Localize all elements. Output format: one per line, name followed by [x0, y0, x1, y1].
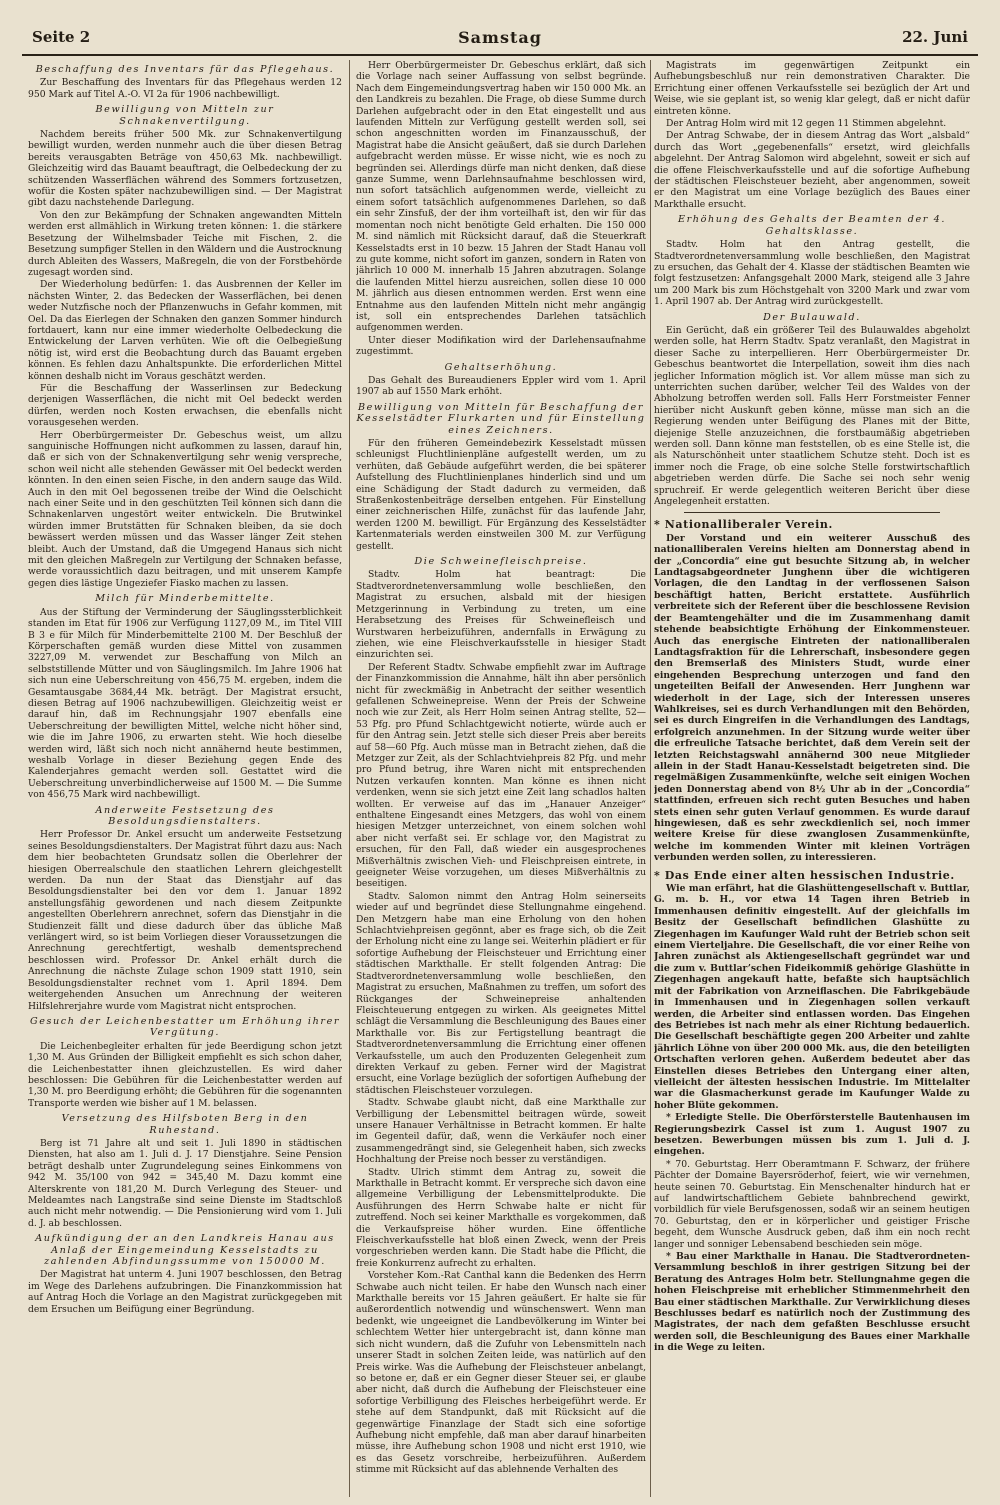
section-heading: Gehaltserhöhung. [444, 361, 558, 373]
column-rule [650, 60, 651, 1497]
paragraph: Magistrats im gegenwärtigen Zeitpunkt ein Aufhebungsbeschluß nur rein demonstrativen Charakter. Die Errichtung einer offenen Verkaufsstelle sei bezüglich der Art und Weise, wie sie geplant ist, so wenig klar gelegt, daß er nicht dafür eintreten könne. [654, 60, 970, 117]
paragraph: Ein Gerücht, daß ein größerer Teil des Bulauwaldes abgeholzt werden solle, hat Herrn Stadtv. Spatz veranlaßt, den Magistrat in dieser Sache zu interpellieren. Herr Oberbürgermeister Dr. Gebeschus beantwortet die Interpellation, soweit ihm dies nach jeglicher Information möglich ist. Vor allem müsse man sich zu unterrichten suchen darüber, welcher Teil des Waldes von der Abholzung betroffen werden soll. Falls Herr Forstmeister Fenner hierüber nicht Auskunft geben könne, müsse man sich an die Regierung wenden unter Beifügung des Planes mit der Bitte, diejenige Stelle anzuzeichnen, die forstbaumäßig abgetrieben werden soll. Dann könne man feststellen, ob es eine Stelle ist, die als Naturschönheit unter staatlichem Schutze steht. Doch ist es immer noch die Frage, ob eine solche Stelle forstwirtschaftlich abgetrieben werden dürfe. Die Sache sei noch sehr wenig spruchreif. Er werde gelegentlich weiteren Bericht über diese Angelegenheit erstatten. [654, 324, 970, 508]
section-heading: Die Schweinefleischpreise. [414, 556, 588, 568]
paragraph: Wie man erfährt, hat die Glashüttengesellschaft v. Buttlar, G. m. b. H., vor etwa 14 Tagen ihren Betrieb in Immenhausen definitiv eingestellt. Auf der gleichfalls im Besitz der Gesellschaft befindlichen Glashütte zu Ziegenhagen im Kaufunger Wald ruht der Betrieb schon seit einem Vierteljahre. Die Gesellschaft, die vor einer Reihe von Jahren zunächst als Aktiengesellschaft gegründet war und die zum v. Buttlar’schen Fideikommiß gehörige Glashütte in Ziegenhagen angekauft hatte, befaßte sich hauptsächlich mit der Fabrikation von Arzneiflaschen. Die Fabrikgebäude in Immenhausen und in Ziegenhagen sollen verkauft werden, die Arbeiter sind entlassen worden. Das Eingehen des Betriebes ist nach mehr als einer Richtung bedauerlich. Die Gesellschaft beschäftigte gegen 200 Arbeiter und zahlte jährlich Löhne von über 200 000 Mk. aus, die den beteiligten Ortschaften verloren gehen. Außerdem bedeutet aber das Einstellen dieses Betriebes den Untergang einer alten, vielleicht der ältesten hessischen Industrie. Im Mittelalter war die Glasmacherkunst gerade im Kaufunger Walde zu hoher Blüte gekommen. [654, 883, 970, 1111]
column-1 [28, 60, 342, 1497]
paragraph: Der Wiederholung bedürfen: 1. das Ausbrennen der Keller im nächsten Winter, 2. das Bedecken der Wasserflächen, bei denen weder Nutzfische noch der Pflanzenwuchs in Gefahr kommen, mit Oel. Da das Eierlegen der Schnaken den ganzen Sommer hindurch fortdauert, kann nur eine immer wiederholte Oelbedeckung die Entwickelung der Larven verhüten. Wie oft die Oelbegießung nötig ist, wird erst die Beobachtung durch das Bauamt ergeben können. Es fehlen dazu Anhaltspunkte. Die erforderlichen Mittel können deshalb nicht im Voraus geschätzt werden. [28, 279, 342, 382]
paragraph: Unter dieser Modifikation wird der Darlehensaufnahme zugestimmt. [356, 334, 646, 358]
paragraph: Für den früheren Gemeindebezirk Kesselstadt müssen schleunigst Fluchtlinienpläne aufgestellt werden, um zu verhüten, daß Gebäude aufgeführt werden, die bei späterer Aufstellung des Fluchtlinienplanes hinderlich sind und um eine Schädigung der Stadt dadurch zu vermeiden, daß Straßenkostenbeiträge derselben entgehen. Für Einstellung einer zeichnerischen Hilfe, zunächst für das laufende Jahr, werden 1200 M. bewilligt. Für Ergänzung des Kesselstädter Kartenmaterials werden einstweilen 300 M. zur Verfügung gestellt. [356, 438, 646, 552]
section-heading: Bewilligung von Mitteln zur Schnakenvertilgung. [95, 104, 275, 127]
paragraph: Stadtv. Holm hat den Antrag gestellt, die Stadtverordnetenversammlung wolle beschließen, den Magistrat zu ersuchen, das Gehalt der 4. Klasse der städtischen Beamten wie folgt festzusetzen: Anfangsgehalt 2000 Mark, steigend alle 3 Jahre um 200 Mark bis zum Höchstgehalt von 3200 Mark und zwar vom 1. April 1907 ab. Der Antrag wird zurückgestellt. [654, 239, 970, 308]
paragraph: Stadtv. Schwabe glaubt nicht, daß eine Markthalle zur Verbilligung der Lebensmittel beitragen würde, soweit unsere Hanauer Verhältnisse in Betracht kommen. Er halte im Gegenteil dafür, daß, wenn die Verkäufer noch einer zusammengedrängt sind, sie Gelegenheit haben, sich zwecks Hochhaltung der Preise noch besser zu verständigen. [356, 1097, 646, 1166]
section-heading: Versetzung des Hilfsboten Berg in den Ruhestand. [61, 1113, 309, 1136]
column-2 [356, 60, 646, 1497]
paragraph: Zur Beschaffung des Inventars für das Pflegehaus werden 12 950 Mark auf Titel A.-O. VI 2a für 1906 nachbewilligt. [28, 77, 342, 100]
section-heading: * Nationalliberaler Verein. [654, 518, 833, 532]
paragraph: Stadtv. Ulrich stimmt dem Antrag zu, soweit die Markthalle in Betracht kommt. Er verspreche sich davon eine allgemeine Verbilligung der Lebensmittelprodukte. Die Ausführungen des Herrn Schwabe halte er nicht für zutreffend. Noch sei keiner Markthalle es vorgekommen, daß die Verkaufspreise höher wurden. Eine öffentliche Fleischverkaufsstelle hat bloß einen Zweck, wenn der Preis vorgeschrieben werden kann. Die Stadt habe die Pflicht, die freie Konkurrenz aufrecht zu erhalten. [356, 1166, 646, 1269]
paragraph: Die Leichenbegleiter erhalten für jede Beerdigung schon jetzt 1,30 M. Aus Gründen der Billigkeit empfiehlt es sich schon daher, die Leichenbestatter ihnen gleichzustellen. Es wird daher beschlossen: Die Gebühren für die Leichenbestatter werden auf 1,30 M. pro Beerdigung erhöht; die Gebühren für die sogenannten Transporte werden wie bisher auf 1 M. belassen. [28, 1040, 342, 1109]
paragraph: Herr Professor Dr. Ankel ersucht um anderweite Festsetzung seines Besoldungsdienstalters. Der Magistrat führt dazu aus: Nach dem hier beobachteten Grundsatz sollen die Oberlehrer der hiesigen Oberrealschule den staatlichen Lehrern gleichgestellt werden. Da nun der Staat das Dienstjahr auf das Besoldungsdienstalter bei den vor dem 1. Januar 1892 anstellungsfähig gewordenen und nach diesem Zeitpunkte angestellten Oberlehrern anrechnet, sofern das Dienstjahr in die Studienzeit fällt und diese dadurch über das übliche Maß verlängert wird, so ist beim Vorliegen dieser Voraussetzungen die Anrechnung gerechtfertigt, weshalb dementsprechend beschlossen wird. Professor Dr. Ankel erhält durch die Anrechnung die nächste Zulage schon 1909 statt 1910, sein Besoldungsdienstalter rechnet vom 1. April 1894. Dem weitergehenden Ansuchen um Anrechnung der weiteren Hilfslehrerjahre wurde vom Magistrat nicht entsprochen. [28, 829, 342, 1012]
paragraph: Von den zur Bekämpfung der Schnaken angewandten Mitteln werden erst allmählich in Wirkung treten können: 1. die stärkere Besetzung der Wilhelmsbader Teiche mit Fischen, 2. die Besetzung sumpfiger Stellen in den Wäldern und die Austrocknung durch Ableiten des Wassers, Maßregeln, die von der Forstbehörde zugesagt worden sind. [28, 209, 342, 278]
paragraph: Vorsteher Kom.-Rat Canthal kann die Bedenken des Herrn Schwabe auch nicht teilen. Er habe den Wunsch nach einer Markthalle bereits vor 15 Jahren geäußert. Er halte sie für außerordentlich notwendig und wünschenswert. Wenn man bedenkt, wie ungeeignet die Landbevölkerung im Winter bei schlechtem Wetter hier untergebracht ist, dann könne man sich nicht wundern, daß die Zufuhr von Lebensmitteln nach unserer Stadt in solchen Zeiten leide, was natürlich auf den Preis wirke. Was die Aufhebung der Fleischsteuer anbelangt, so betone er, daß er ein Gegner dieser Steuer sei, er glaube aber nicht, daß durch die Aufhebung der Fleischsteuer eine sofortige Verbilligung des Fleisches herbeigeführt werde. Er stehe auf dem Standpunkt, daß mit Rücksicht auf die gegenwärtige Finanzlage der Stadt sich eine sofortige Aufhebung nicht empfehle, daß man aber darauf hinarbeiten müsse, ihre Aufhebung schon 1908 und nicht erst 1910, wie es das Gesetz vorschreibe, herbeizuführen. Außerdem stimme mit Rücksicht auf das ablehnende Verhalten des [356, 1270, 646, 1476]
section-heading: * Das Ende einer alten hessischen Industrie. [654, 868, 955, 882]
paragraph: Der Antrag Schwabe, der in diesem Antrag das Wort „alsbald“ durch das Wort „gegebenenfalls“ ersetzt, wird gleichfalls abgelehnt. Der Antrag Salomon wird abgelehnt, soweit er sich auf die offene Fleischverkaufsstelle und auf die sofortige Aufhebung der städtischen Fleischsteuer bezieht, aber angenommen, soweit er den Magistrat um eine Vorlage bezüglich des Baues einer Markthalle ersucht. [654, 130, 970, 210]
page-number: Seite 2 [32, 28, 91, 46]
section-heading: Gesuch der Leichenbestatter um Erhöhung ihrer Vergütung. [29, 1015, 341, 1039]
paragraph: * Bau einer Markthalle in Hanau. Die Stadtverordneten-Versammlung beschloß in ihrer gestrigen Sitzung bei der Beratung des Antrages Holm betr. Stellungnahme gegen die hohen Fleischpreise mit erheblicher Stimmenmehrheit den Bau einer städtischen Markthalle. Zur Verwirklichung dieses Beschlusses bedarf es natürlich noch der Zustimmung des Magistrates, der nach dem gefaßten Beschlusse ersucht werden soll, die Beschleunigung des Baues einer Markhalle in die Wege zu leiten. [654, 1251, 970, 1354]
paragraph: Nachdem bereits früher 500 Mk. zur Schnakenvertilgung bewilligt wurden, werden nunmehr auch die über diesen Betrag bereits verausgabten Beträge von 450,63 Mk. nachbewilligt. Gleichzeitig wird das Bauamt beauftragt, die Oelbedeckung der zu schützenden Wasserflächen während des Sommers fortzusetzen, wofür die Kosten später nachzubewilligen sind. — Der Magistrat gibt dazu nachstehende Darlegung. [28, 129, 342, 209]
paragraph: Das Gehalt des Bureaudieners Eppler wird vom 1. April 1907 ab auf 1550 Mark erhöht. [356, 374, 646, 398]
paragraph: * Erledigte Stelle. Die Oberförsterstelle Bautenhausen im Regierungsbezirk Cassel ist zum 1. August 1907 zu besetzen. Bewerbungen müssen bis zum 1. Juli d. J. eingehen. [654, 1112, 970, 1158]
paragraph: Für die Beschaffung der Wasserlinsen zur Bedeckung derjenigen Wasserflächen, die nicht mit Oel bedeckt werden dürfen, werden noch Kosten erwachsen, die ebenfalls nicht vorausgesehen werden. [28, 382, 342, 429]
paragraph: Berg ist 71 Jahre alt und seit 1. Juli 1890 in städtischen Diensten, hat also am 1. Juli d. J. 17 Dienstjahre. Seine Pension beträgt deshalb unter Zugrundelegung seines Einkommens von 942 M. 35/100 von 942 = 345,40 M. Dazu kommt eine Alterskrente von 181,20 M. Durch Verlegung des Steuer- und Meldeamtes nach Langstraße sind seine Dienste im Stadtschloß auch nicht mehr notwendig. — Die Pensionierung wird vom 1. Juli d. J. ab beschlossen. [28, 1137, 342, 1229]
paragraph: Der Vorstand und ein weiterer Ausschuß des nationalliberalen Vereins hielten am Donnerstag abend in der „Concordia“ eine gut besuchte Sitzung ab, in welcher Landtagsabgeordneter Junghenn über die wichtigeren Vorlagen, die den Landtag in der verflossenen Saison beschäftigt hatten, Bericht erstattete. Ausführlich verbreitete sich der Referent über die beschlossene Revision der Beamtengehälter und die im Zusammenhang damit stehende beabsichtigte Erhöhung der Einkommensteuer. Auch das energische Eintreten der nationalliberalen Landtagsfraktion für die Lehrerschaft, insbesondere gegen den Bremserlaß des Ministers Studt, wurde einer eingehenden Besprechung unterzogen und fand den ungeteilten Beifall der Anwesenden. Herr Junghenn war wiederholt in der Lage, sich der Interessen unseres Wahlkreises, sei es durch Verhandlungen mit den Behörden, sei es durch Eingreifen in die Verhandlungen des Landtags, erfolgreich anzunehmen. In der Sitzung wurde weiter über die erfreuliche Tatsache berichtet, daß dem Verein seit der letzten Reichstagswahl annähernd 300 neue Mitglieder allein in der Stadt Hanau-Kesselstadt beigetreten sind. Die regelmäßigen Zusammenkünfte, welche seit einigen Wochen jeden Donnerstag abend von 8½ Uhr ab in der „Concordia“ stattfinden, erfreuen sich recht guten Besuches und haben stets einen sehr guten Verlauf genommen. Es wurde darauf hingewiesen, daß es sehr zweckdienlich sei, noch immer weitere Kreise für diese zwanglosen Zusammenkünfte, welche im kommenden Winter mit kleinen Vorträgen verbunden werden sollen, zu interessieren. [654, 532, 970, 864]
paragraph: Der Referent Stadtv. Schwabe empfiehlt zwar im Auftrage der Finanzkommission die Annahme, hält ihn aber persönlich nicht für zweckmäßig in Anbetracht der seither wesentlich gefallenen Schweinepreise. Wenn der Preis der Schweine noch wie zur Zeit, als Herr Holm seinen Antrag stellte, 52—53 Pfg. pro Pfund Schlachtgewicht notierte, würde auch er für den Antrag sein. Jetzt stelle sich dieser Preis aber bereits auf 58—60 Pfg. Auch müsse man in Betracht ziehen, daß die Metzger zur Zeit, als der Schlachtviehpreis 82 Pfg. und mehr pro Pfund betrug, ihre Waren nicht mit entsprechenden Nutzen verkaufen konnten. Man könne es ihnen nicht verdenken, wenn sie sich jetzt eine Zeit lang schadlos halten wollten. Er verweise auf das im „Hanauer Anzeiger“ enthaltene Eingesandt eines Metzgers, das wohl von einem hiesigen Metzger unterzeichnet, von einem solchen wohl aber nicht verfaßt sei. Er schlage vor, den Magistrat zu ersuchen, für den Fall, daß wieder ein ausgesprochenes Mißverhältnis zwischen Vieh- und Fleischpreisen eintrete, in geeigneter Weise vorzugehen, um dieses Mißverhältnis zu beseitigen. [356, 661, 646, 890]
paragraph: Stadtv. Holm hat beantragt: Die Stadtverordnetenversammlung wolle beschließen, den Magistrat zu ersuchen, alsbald mit der hiesigen Metzgerinnung in Verbindung zu treten, um eine Herabsetzung des Preises für Schweinefleisch und Wurstwaren herbeizuführen, andernfalls in Erwägung zu ziehen, wie eine Fleischverkaufsstelle in hiesiger Stadt einzurichten sei. [356, 569, 646, 661]
issue-day: Samstag [458, 28, 542, 47]
section-heading: Aufkündigung der an den Landkreis Hanau aus Anlaß der Eingemeindung Kesselstadts zu zahlenden Abfindungssumme von 150000 M. [35, 1233, 335, 1268]
paragraph: Stadtv. Salomon nimmt den Antrag Holm seinerseits wieder auf und begründet diese Stellungnahme eingehend. Den Metzgern habe man eine Erholung von den hohen Schlachtviehpreisen gegönnt, aber es frage sich, ob die Zeit der Erholung nicht eine zu lange sei. Weiterhin plädiert er für sofortige Aufhebung der Fleischsteuer und Errichtung einer städtischen Markthalle. Er stellt folgenden Antrag: Die Stadtverordnetenversammlung wolle beschließen, den Magistrat zu ersuchen, Maßnahmen zu treffen, um sofort des Rückganges der Schweinepreise anhaltenden Fleischteuerung entgegen zu wirken. Als geeignetes Mittel schlägt die Versammlung die Beschleunigung des Baues einer Markthalle vor. Bis zur Fertigstellung beantragt die Stadtverordnetenversammlung die Errichtung einer offenen Verkaufsstelle, um auch den Produzenten Gelegenheit zum direkten Verkauf zu geben. Ferner wird der Magistrat ersucht, eine Vorlage bezüglich der sofortigen Aufhebung der städtischen Fleischsteuer vorzulegen. [356, 890, 646, 1096]
column-rule [349, 60, 350, 1497]
section-heading: Bewilligung von Mitteln für Beschaffung der Kesselstädter Flurkarten und für Einstellung eines Zeichners. [356, 401, 646, 436]
paragraph: Der Magistrat hat unterm 4. Juni 1907 beschlossen, den Betrag im Wege des Darlehens aufzubringen. Die Finanzkommission hat auf Antrag Hoch die Vorlage an den Magistrat zurückgegeben mit dem Ersuchen um Beifügung einer Begründung. [28, 1269, 342, 1315]
column-3 [654, 60, 970, 1497]
paragraph: Herr Oberbürgermeister Dr. Gebeschus erklärt, daß sich die Vorlage nach seiner Auffassung von selbst begründe. Nach dem Eingemeindungsvertrag haben wir 150 000 Mk. an den Landkreis zu bezahlen. Die Frage, ob diese Summe durch Darlehen aufgebracht oder in den Etat eingestellt und aus laufenden Mitteln zur Verfügung gestellt werden soll, sei schon angeschnitten worden im Finanzausschuß, der Magistrat habe die Ansicht geäußert, daß sie durch Darlehen aufgebracht werden müsse. Er wisse nicht, wie es noch zu begründen sei. Allerdings dürfe man nicht denken, daß diese ganze Summe, wenn Darlehnsaufnahme beschlossen wird, nun sofort tatsächlich aufgenommen werde, vielleicht zu einem sofort tatsächlich aufgenommenes Darlehen, so daß ein sehr Zinsfuß, der der ihm vorteilhaft ist, den wir für das momentan noch nicht benötigte Geld erhalten. Die 150 000 M. sind nämlich mit Rücksicht darauf, daß die Steuerkraft Kesselstadts erst in 10 bezw. 15 Jahren der Stadt Hanau voll zu gute komme, nicht sofort im ganzen, sondern in Raten von jährlich 10 000 M. innerhalb 15 Jahren abzutragen. Solange die laufenden Mittel hierzu ausreichen, sollen diese 10 000 M. jährlich aus diesen entnommen werden. Erst wenn eine Entnahme aus den laufenden Mitteln nicht mehr angängig ist, soll ein entsprechendes Darlehen tatsächlich aufgenommen werden. [356, 60, 646, 334]
page-header [22, 26, 978, 56]
paragraph: Herr Oberbürgermeister Dr. Gebeschus weist, um allzu sanguinische Hoffnungen nicht aufkommen zu lassen, darauf hin, daß er sich von der Schnakenvertilgung sehr wenig verspreche, schon weil nicht alle stehenden Gewässer mit Oel bedeckt werden könnten. In den einen seien Fische, in den andern sauge das Wild. Auch in den mit Oel begossenen treibe der Wind die Oelschicht nach einer Seite und in den geschützten Teil können sich dann die Schnakenlarven ungestört weiter entwickeln. Die Brutwinkel würden immer Brutstätten für Schnaken bleiben, da sie doch bewässert werden müssen und das Wasser länger Zeit stehen bleibt. Auch der Umstand, daß die Umgegend Hanaus sich nicht mit den gleichen Maßregeln zur Vertilgung der Schnaken befasse, werde voraussichtlich dazu beitragen, und mit unserem Kampfe gegen dies lästige Ungeziefer Fiasko machen zu lassen. [28, 429, 342, 589]
divider [684, 512, 940, 513]
paragraph: * 70. Geburtstag. Herr Oberamtmann F. Schwarz, der frühere Pächter der Domaine Bayersröderhof, feiert, wie wir vernehmen, heute seinen 70. Geburtstag. Ein Menschenalter hindurch hat er auf landwirtschaftlichem Gebiete bahnbrechend gewirkt, vorbildlich für viele Berufsgenossen, sodaß wir an seinem heutigen 70. Geburtstag, den er in körperlicher und geistiger Frische begeht, dem Wunsche Ausdruck geben, daß ihm ein noch recht langer und sonniger Lebensabend beschieden sein möge. [654, 1158, 970, 1250]
section-heading: Beschaffung des Inventars für das Pflegehaus. [35, 64, 335, 75]
issue-date: 22. Juni [902, 28, 968, 46]
section-heading: Anderweite Festsetzung des Besoldungsdienstalters. [95, 804, 275, 827]
section-heading: Erhöhung des Gehalts der Beamten der 4. Gehaltsklasse. [678, 214, 946, 237]
section-heading: Milch für Minderbemittelte. [95, 593, 275, 605]
paragraph: Aus der Stiftung der Verminderung der Säuglingssterblichkeit standen im Etat für 1906 zur Verfügung 1127,09 M., im Titel VIII B 3 e für Milch für Minderbemittelte 2100 M. Der Beschluß der Körperschaften gemäß wurden diese Mittel von zusammen 3227,09 M. verwendet zur Beschaffung von Milch an selbststillende Mütter und von Säuglingsmilch. Im Jahre 1906 hat sich nun eine Ueberschreitung von 456,75 M. ergeben, indem die Gesamtausgabe 3684,44 Mk. beträgt. Der Magistrat ersucht, diesen Betrag auf 1906 nachzubewilligen. Gleichzeitig weist er darauf hin, daß im Rechnungsjahr 1907 ebenfalls eine Ueberschreitung der bewilligten Mittel, welche nicht höher sind, wie die im Jahre 1906, zu erwarten steht. Wie hoch dieselbe werden wird, läßt sich noch nicht annähernd heute bestimmen, weshalb Vorlage in dieser Beziehung gegen Ende des Kalenderjahres gemacht werden soll. Gestattet wird die Ueberschreitung unverbindlicherweise auf 1500 M. — Die Summe von 456,75 Mark wird nachbewilligt. [28, 606, 342, 801]
paragraph: Der Antrag Holm wird mit 12 gegen 11 Stimmen abgelehnt. [666, 118, 947, 130]
section-heading: Der Bulauwald. [763, 311, 861, 323]
